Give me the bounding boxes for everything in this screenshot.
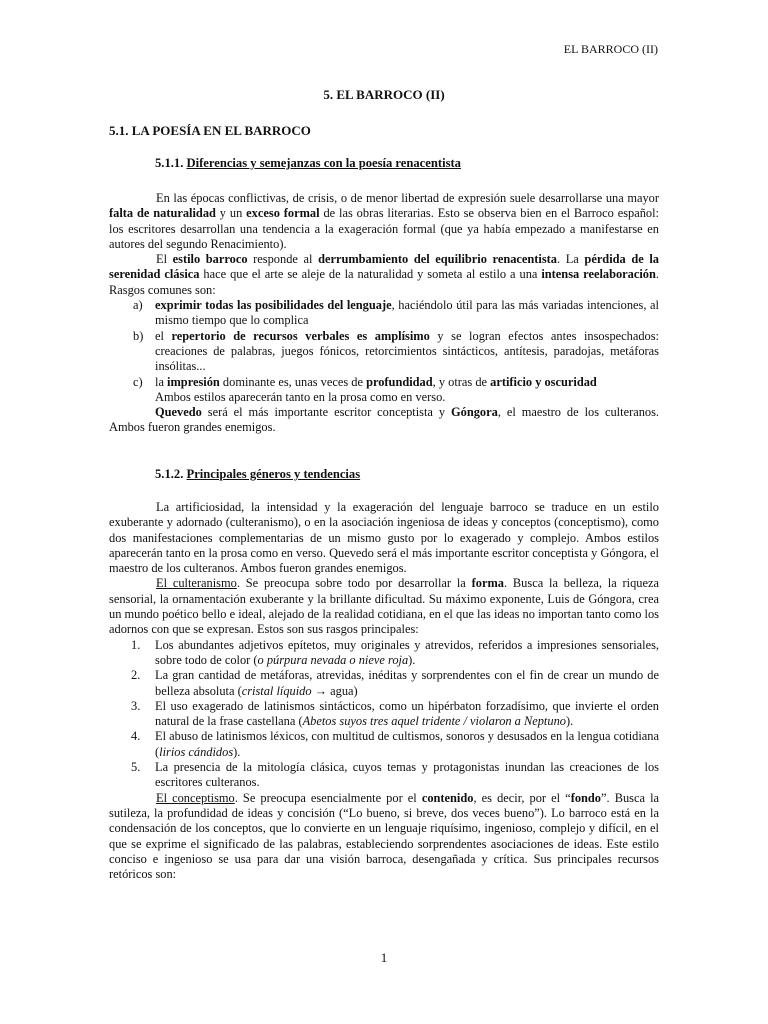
- paragraph: El culteranismo. Se preocupa sobre todo por desarrollar la forma. Busca la belleza, la riqueza sensorial, la ornamentación exuberante y la brillante dificultad. Su máximo exponente, Luis de Góngora, crea un mundo poético bello e ideal, alejado de la realidad cotidiana, en el que las ideas no importan tanto como los adornos con que se expresan. Estos son sus rasgos principales:: [109, 576, 660, 637]
- list-item: 5. La presencia de la mitología clásica, cuyos temas y protagonistas inundan las creaciones de los escritores culteranos.: [131, 760, 659, 790]
- list-item: 1. Los abundantes adjetivos epítetos, muy originales y atrevidos, referidos a impresiones sensoriales, sobre todo de color (o púrpura nevada o nieve roja).: [131, 637, 659, 667]
- paragraph: Ambos estilos aparecerán tanto en la prosa como en verso.: [155, 389, 446, 404]
- list-marker: c): [133, 374, 143, 389]
- list-marker: 5.: [131, 760, 141, 775]
- subsection-number: 5.1.1.: [155, 156, 184, 170]
- paragraph: El estilo barroco responde al derrumbamiento del equilibrio renacentista. La pérdida de la serenidad clásica hace que el arte se aleje de la naturalidad y someta al estilo a una intensa reelaboración. Rasgos comunes son:: [109, 252, 659, 297]
- term-conceptismo: El conceptismo: [156, 790, 235, 805]
- section-title: LA POESÍA EN EL BARROCO: [131, 123, 311, 138]
- subsection-2-body: [109, 500, 659, 882]
- list-item: 3. El uso exagerado de latinismos sintácticos, como un hipérbaton forzadísimo, que invierte el orden natural de la frase castellana (Abetos suyos tres aquel tridente / violaron a Neptuno).: [131, 698, 659, 729]
- list-marker: a): [133, 298, 143, 313]
- list-item: b) el repertorio de recursos verbales es amplísimo y se logran efectos antes insospechados: creaciones de palabras, juegos fónicos, retorcimientos sintácticos, antítesis, paradojas, metáforas insólitas...: [133, 328, 659, 374]
- list-item: a) exprimir todas las posibilidades del lenguaje, haciéndolo útil para las más variadas intenciones, al mismo tiempo que lo complica: [133, 298, 659, 328]
- section-number: 5.1.: [109, 123, 129, 138]
- subsection-1-body: [109, 191, 659, 436]
- subsection-title: Principales géneros y tendencias: [186, 467, 361, 481]
- subsection-heading-2: [155, 467, 360, 482]
- section-heading: [109, 123, 311, 138]
- page-number: 1: [380, 950, 388, 965]
- paragraph: La artificiosidad, la intensidad y la exageración del lenguaje barroco se traduce en un estilo exuberante y adornado (culteranismo), o en la asociación ingeniosa de ideas y conceptos (conceptismo), como dos manifestaciones complementarias de un mismo gusto por lo exagerado y complejo. Ambos estilos aparecerán tanto en la prosa como en verso. Quevedo será el más importante escritor conceptista y Góngora, el maestro de los culteranos. Ambos fueron grandes enemigos.: [109, 500, 659, 576]
- list-item: 2. La gran cantidad de metáforas, atrevidas, inéditas y sorprendentes con el fin de crear un mundo de belleza absoluta (cristal líquido → agua): [131, 668, 659, 698]
- list-marker: 4.: [131, 729, 141, 744]
- running-header: EL BARROCO (II): [563, 42, 658, 56]
- subsection-heading-1: [155, 156, 461, 171]
- paragraph: El conceptismo. Se preocupa esencialmente por el contenido, es decir, por el “fondo”. Busca la sutileza, la profundidad de ideas y concisión (“Lo bueno, si breve, dos veces bueno”). Lo barroco está en la condensación de los conceptos, que lo convierte en un lenguaje riquísimo, ingenioso, complejo y difícil, en el que se exprime el significado de las palabras, estableciendo sorprendentes asociaciones de ideas. Este estilo conciso e ingenioso se usa para dar una visión barroca, desengañada y crítica. Sus principales recursos retóricos son:: [109, 790, 660, 882]
- list-marker: 3.: [131, 698, 141, 713]
- list-marker: b): [133, 328, 144, 343]
- subsection-title: Diferencias y semejanzas con la poesía renacentista: [186, 156, 461, 170]
- list-item: 4. El abuso de latinismos léxicos, con multitud de cultismos, sonoros y desusados en la lengua cotidiana (lirios cándidos).: [131, 729, 659, 759]
- list-marker: 2.: [131, 668, 141, 683]
- page-title: 5. EL BARROCO (II): [323, 87, 445, 102]
- paragraph: En las épocas conflictivas, de crisis, o de menor libertad de expresión suele desarrollarse una mayor falta de naturalidad y un exceso formal de las obras literarias. Esto se observa bien en el Barroco español: los escritores desarrollan una tendencia a la exageración formal (que ya había empezado a manifestarse en autores del segundo Renacimiento).: [109, 191, 659, 251]
- list-item: c) la impresión dominante es, unas veces de profundidad, y otras de artificio y oscuridad: [133, 374, 597, 389]
- paragraph: Quevedo será el más importante escritor conceptista y Góngora, el maestro de los culteranos. Ambos fueron grandes enemigos.: [109, 405, 660, 435]
- list-marker: 1.: [131, 637, 141, 652]
- subsection-number: 5.1.2.: [155, 467, 184, 481]
- term-culteranismo: El culteranismo: [156, 576, 237, 591]
